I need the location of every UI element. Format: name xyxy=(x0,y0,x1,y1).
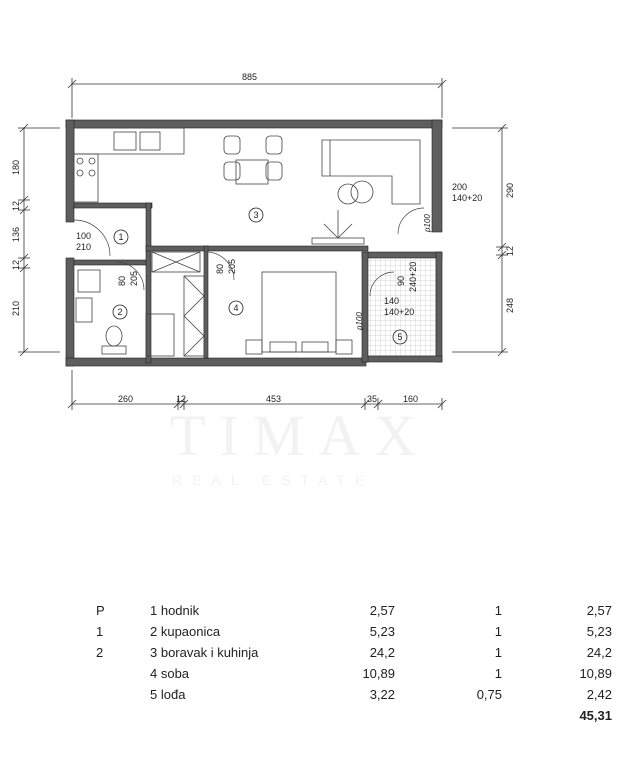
door-hall-width: 100 xyxy=(76,231,92,241)
washing-machine xyxy=(78,270,100,292)
dimension-bottom-2: 12 xyxy=(176,394,187,404)
room-number-2: 2 xyxy=(117,307,123,317)
door-loggia-height: 240+20 xyxy=(408,261,418,292)
dimension-right-3: 248 xyxy=(505,297,515,313)
room-number-3: 3 xyxy=(253,210,259,220)
dimension-bottom-1: 260 xyxy=(118,394,134,404)
door-hall-height: 210 xyxy=(76,242,92,252)
room-number-1: 1 xyxy=(118,232,124,242)
dimension-right-1: 290 xyxy=(505,182,515,198)
dining-table xyxy=(236,160,268,184)
p100-label: p100 xyxy=(423,214,432,232)
dimension-left-5: 210 xyxy=(11,300,21,316)
room-cell: 4 soba xyxy=(150,666,190,681)
window-living-height: 140+20 xyxy=(452,193,483,203)
toilet-tank xyxy=(102,346,126,354)
table-row xyxy=(96,684,612,705)
coef-cell: 1 xyxy=(494,624,502,639)
coef-cell: 1 xyxy=(494,645,502,660)
nightstand xyxy=(336,340,352,354)
dimension-left-4: 12 xyxy=(11,259,21,270)
coffee-table xyxy=(338,184,358,204)
total-row xyxy=(96,705,612,726)
door-bath-height: 205 xyxy=(129,270,139,286)
door-bed-height: 205 xyxy=(227,258,237,274)
table-row xyxy=(96,663,612,684)
area-cell: 2,57 xyxy=(369,603,395,618)
furniture xyxy=(74,128,436,356)
area-cell: 24,2 xyxy=(369,645,395,660)
net-cell: 5,23 xyxy=(586,624,612,639)
floor-cell: 1 xyxy=(96,624,104,639)
room-number-5: 5 xyxy=(397,332,403,342)
tv-view-lines xyxy=(324,210,352,238)
net-cell: 10,89 xyxy=(579,666,612,681)
dimension-left-2: 12 xyxy=(11,200,21,211)
room-cell: 2 kupaonica xyxy=(150,624,221,639)
floor-cell xyxy=(96,663,150,684)
area-cell: 10,89 xyxy=(362,666,395,681)
nightstand xyxy=(246,340,262,354)
floor-cell: 2 xyxy=(96,645,104,660)
p100-label: p100 xyxy=(355,312,364,330)
watermark-brand: TIMAX xyxy=(170,403,431,468)
stove-burner xyxy=(89,170,95,176)
dimension-top: 885 xyxy=(242,72,258,82)
dimension-right-2: 12 xyxy=(505,245,515,256)
dining-chair xyxy=(224,136,240,154)
net-cell: 2,42 xyxy=(586,687,612,702)
pillow xyxy=(302,342,328,352)
coef-cell: 1 xyxy=(494,603,502,618)
watermark-subtitle: REAL ESTATE xyxy=(172,472,375,488)
sink xyxy=(114,132,136,150)
coef-cell: 0,75 xyxy=(476,687,502,702)
window-bedroom-height: 140+20 xyxy=(384,307,415,317)
washbasin xyxy=(76,298,92,322)
stove-burner xyxy=(77,170,83,176)
dining-chair xyxy=(266,136,282,154)
floor-cell: P xyxy=(96,603,105,618)
bed xyxy=(262,272,336,352)
room-number-4: 4 xyxy=(233,303,239,313)
sink-2 xyxy=(140,132,160,150)
room-cell: 3 boravak i kuhinja xyxy=(150,645,259,660)
dimension-bottom-5: 160 xyxy=(403,394,419,404)
area-table xyxy=(96,600,612,726)
table-row xyxy=(96,600,612,621)
door-bed-width: 80 xyxy=(215,263,225,274)
dining-chair xyxy=(224,162,240,180)
window-bedroom-width: 140 xyxy=(384,296,400,306)
dimension-bottom-4: 35 xyxy=(367,394,378,404)
coef-cell: 1 xyxy=(494,666,502,681)
table-row xyxy=(96,621,612,642)
window-living-width: 200 xyxy=(452,182,468,192)
wardrobe xyxy=(184,276,204,356)
area-cell: 5,23 xyxy=(369,624,395,639)
toilet xyxy=(106,326,122,346)
room-cell: 1 hodnik xyxy=(150,603,200,618)
table-row xyxy=(96,642,612,663)
stove-burner xyxy=(89,158,95,164)
tv-unit xyxy=(312,238,364,244)
floor-cell xyxy=(96,684,150,705)
dimension-left-3: 136 xyxy=(11,226,21,242)
net-cell: 24,2 xyxy=(586,645,612,660)
door-loggia-width: 90 xyxy=(396,275,406,286)
area-cell: 3,22 xyxy=(369,687,395,702)
total-area: 45,31 xyxy=(579,708,612,723)
dimension-left-1: 180 xyxy=(11,159,21,175)
kitchen-counter-side xyxy=(74,154,98,202)
sofa xyxy=(322,140,420,204)
net-cell: 2,57 xyxy=(586,603,612,618)
coffee-table xyxy=(351,181,373,203)
stove-burner xyxy=(77,158,83,164)
room-cell: 5 lođa xyxy=(150,687,186,702)
dimension-bottom-3: 453 xyxy=(266,394,282,404)
door-bath-width: 80 xyxy=(117,275,127,286)
pillow xyxy=(270,342,296,352)
